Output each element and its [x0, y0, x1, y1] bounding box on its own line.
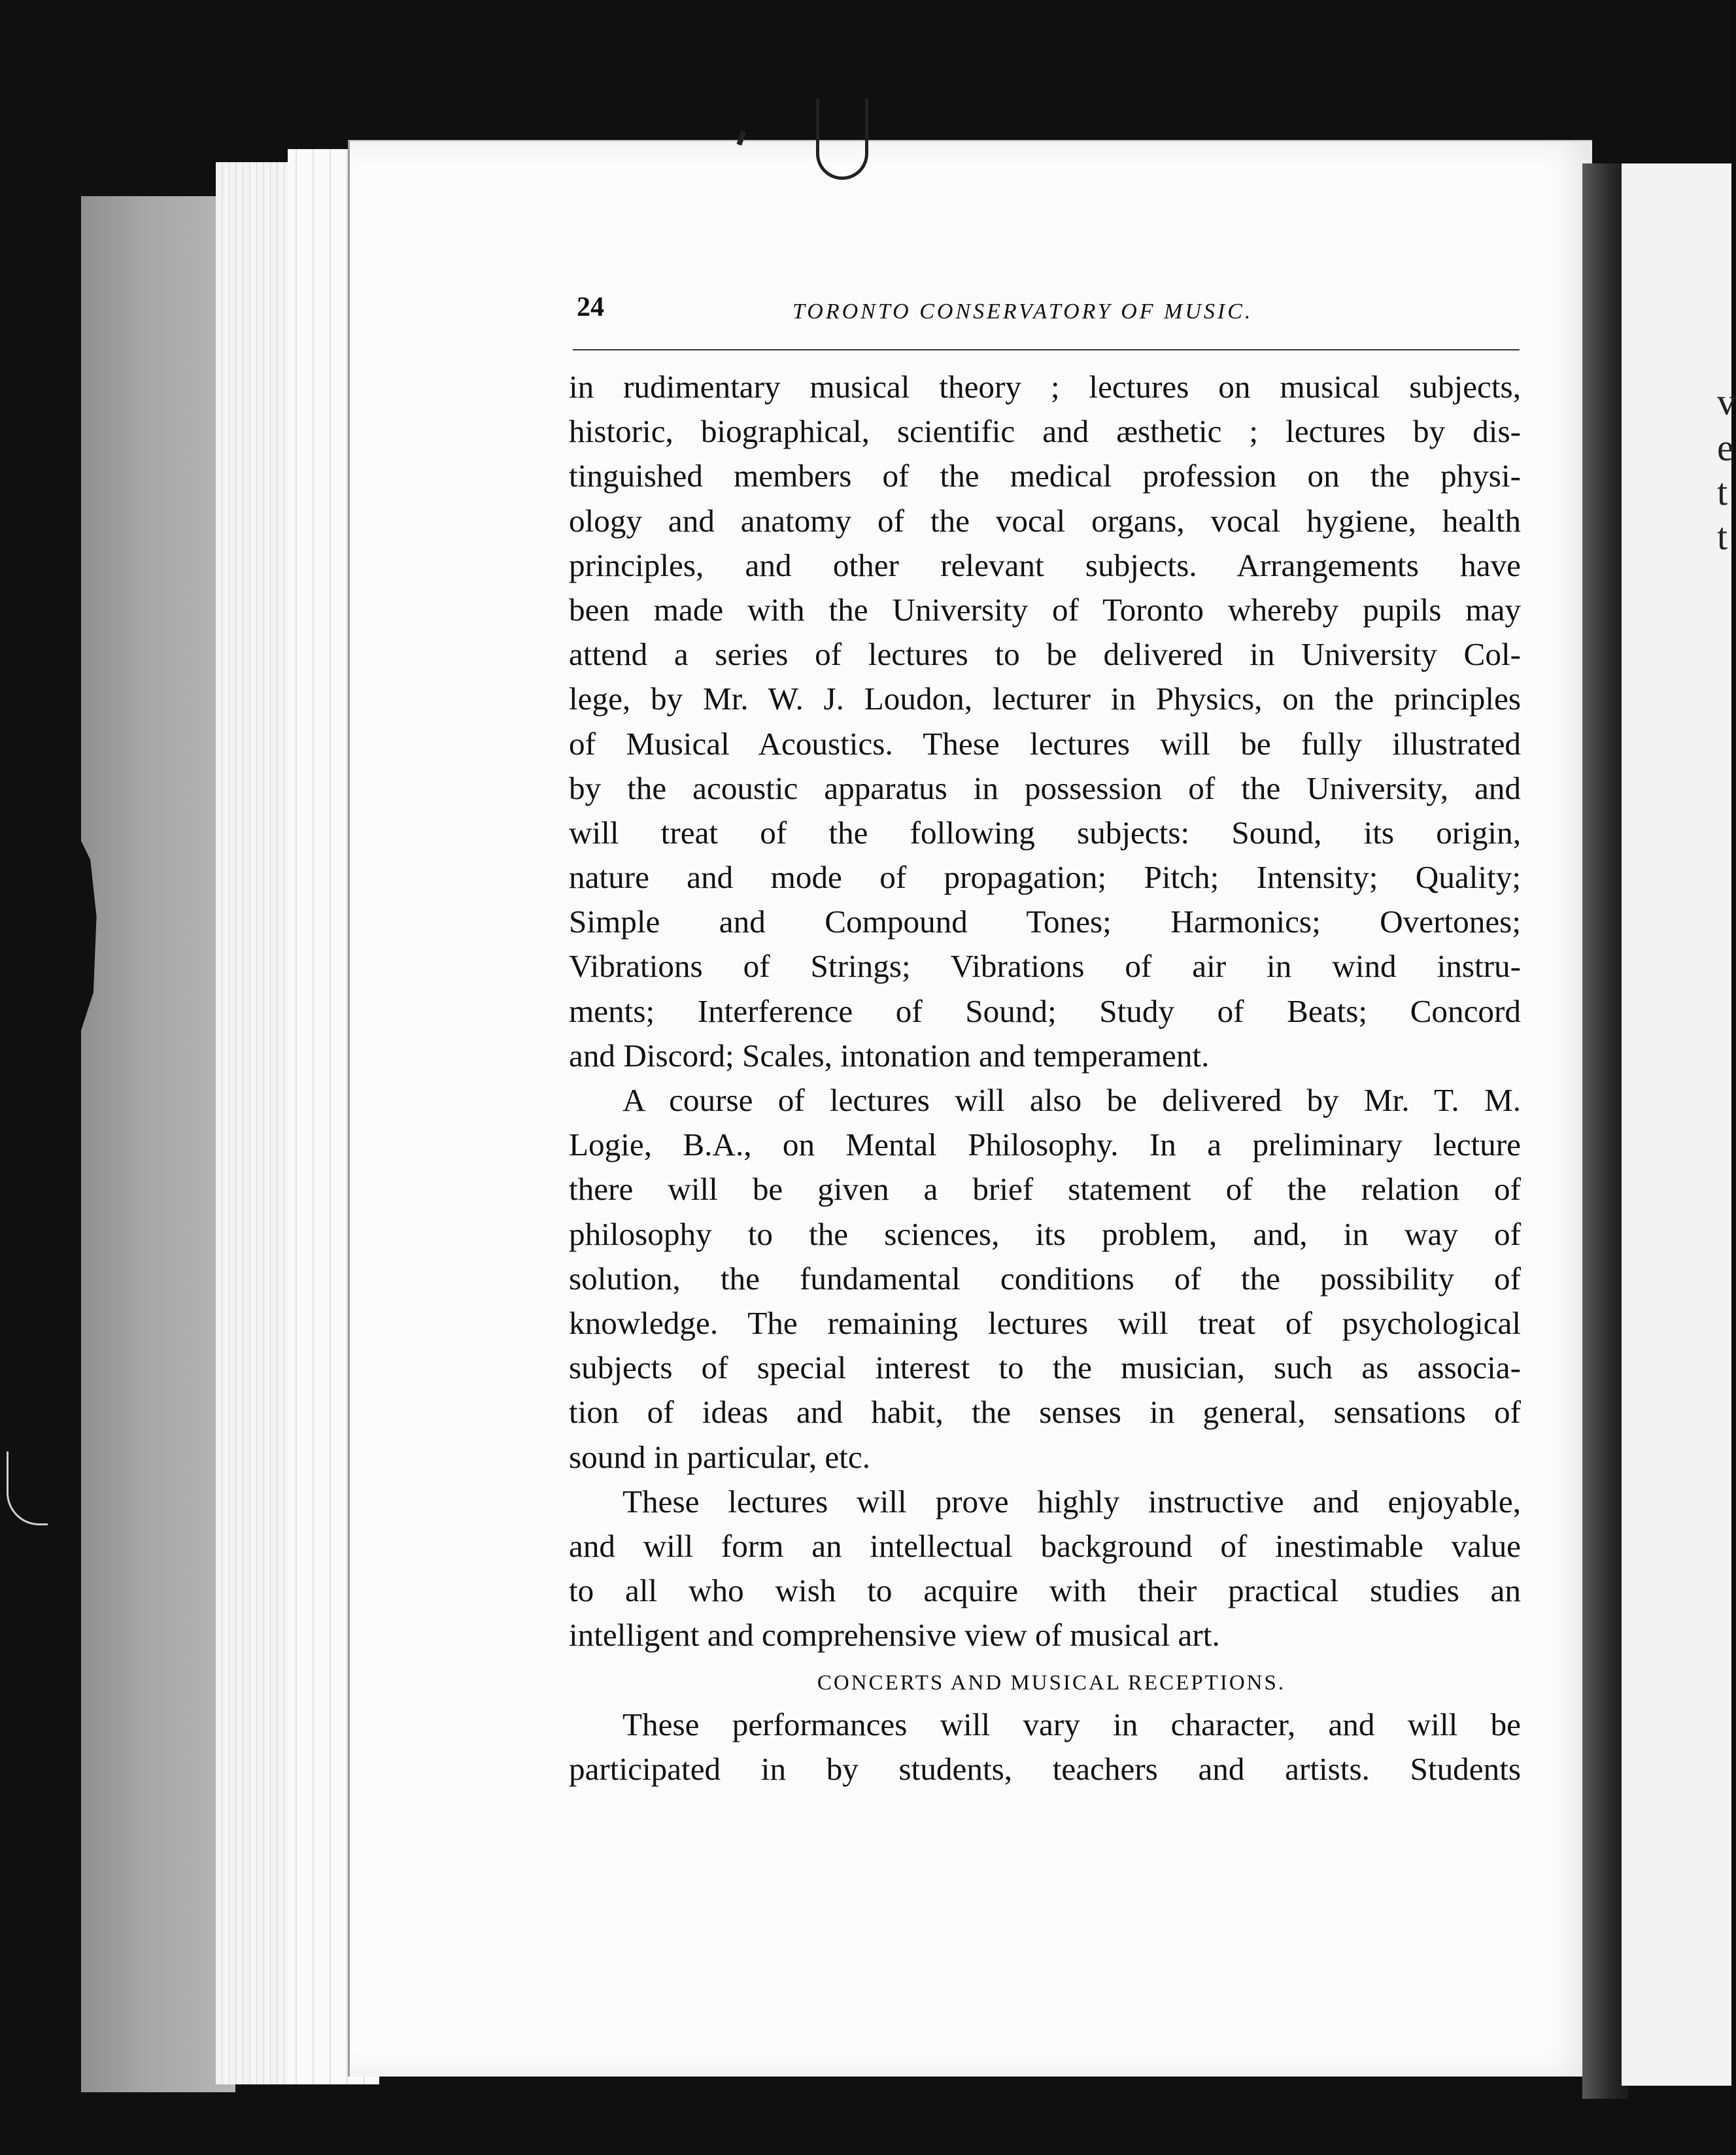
text-line: there will be given a brief statement of the relation of: [569, 1171, 1521, 1208]
text-line: nature and mode of propagation; Pitch; Intensity; Quality;: [569, 859, 1521, 896]
text-line: Simple and Compound Tones; Harmonics; Overtones;: [569, 904, 1521, 940]
facing-page-fragment: t: [1717, 515, 1728, 558]
text-line: Logie, B.A., on Mental Philosophy. In a preliminary lecture: [569, 1127, 1521, 1163]
text-line: lege, by Mr. W. J. Loudon, lecturer in Physics, on the principles: [569, 681, 1521, 717]
text-line: to all who wish to acquire with their practical studies an: [569, 1572, 1521, 1609]
binding-hook: [816, 98, 868, 180]
text-line: in rudimentary musical theory ; lectures on musical subjects,: [569, 369, 1521, 405]
text-line: knowledge. The remaining lectures will treat of psychological: [569, 1304, 1521, 1341]
book-cover-board: [81, 196, 235, 2092]
text-line: attend a series of lectures to be delivered in University Col-: [569, 636, 1521, 673]
text-line: been made with the University of Toronto whereby pupils may: [569, 591, 1521, 628]
text-line: and will form an intellectual background of inestimable value: [569, 1527, 1521, 1564]
text-line: and Discord; Scales, intonation and temperament.: [569, 1037, 1210, 1074]
facing-page-fragment: e: [1717, 426, 1734, 469]
text-line: intelligent and comprehensive view of musical art.: [569, 1617, 1220, 1654]
body-text: [569, 365, 1521, 1791]
text-line: solution, the fundamental conditions of the possibility of: [569, 1260, 1521, 1297]
text-line: participated in by students, teachers and artists. Students: [569, 1750, 1521, 1787]
text-line: of Musical Acoustics. These lectures will be fully illustrated: [569, 725, 1521, 762]
header-rule: [573, 349, 1520, 350]
text-line: ments; Interference of Sound; Study of Beats; Concord: [569, 993, 1521, 1029]
text-line: A course of lectures will also be delivered by Mr. T. M.: [622, 1082, 1521, 1118]
facing-page: [1622, 163, 1731, 2086]
page-header: [577, 288, 1518, 327]
paragraph: [569, 1703, 1521, 1791]
facing-page-fragment: v: [1717, 381, 1736, 423]
text-line: historic, biographical, scientific and æsthetic ; lectures by dis-: [569, 413, 1521, 450]
paragraph: [569, 1480, 1521, 1658]
text-line: will treat of the following subjects: Sound, its origin,: [569, 814, 1521, 851]
text-line: principles, and other relevant subjects. Arrangements have: [569, 547, 1521, 583]
text-line: ology and anatomy of the vocal organs, vocal hygiene, health: [569, 502, 1521, 539]
text-line: These lectures will prove highly instructive and enjoyable,: [622, 1483, 1521, 1519]
text-line: subjects of special interest to the musician, such as associa-: [569, 1349, 1521, 1386]
paragraph: [569, 1078, 1521, 1480]
text-line: Vibrations of Strings; Vibrations of air in wind instru-: [569, 948, 1521, 985]
text-line: tinguished members of the medical profession on the physi-: [569, 458, 1521, 494]
text-line: by the acoustic apparatus in possession of the University, and: [569, 770, 1521, 806]
paragraph: [569, 365, 1521, 1078]
section-heading: CONCERTS AND MUSICAL RECEPTIONS.: [817, 1671, 1286, 1695]
page-number: 24: [577, 292, 604, 322]
text-line: sound in particular, etc.: [569, 1438, 871, 1475]
facing-page-fragment: t: [1717, 471, 1728, 513]
text-line: tion of ideas and habit, the senses in general, sensations of: [569, 1394, 1521, 1431]
running-head: TORONTO CONSERVATORY OF MUSIC.: [792, 299, 1253, 324]
text-line: philosophy to the sciences, its problem, and, in way of: [569, 1215, 1521, 1252]
text-line: These performances will vary in character, and will be: [622, 1706, 1521, 1742]
